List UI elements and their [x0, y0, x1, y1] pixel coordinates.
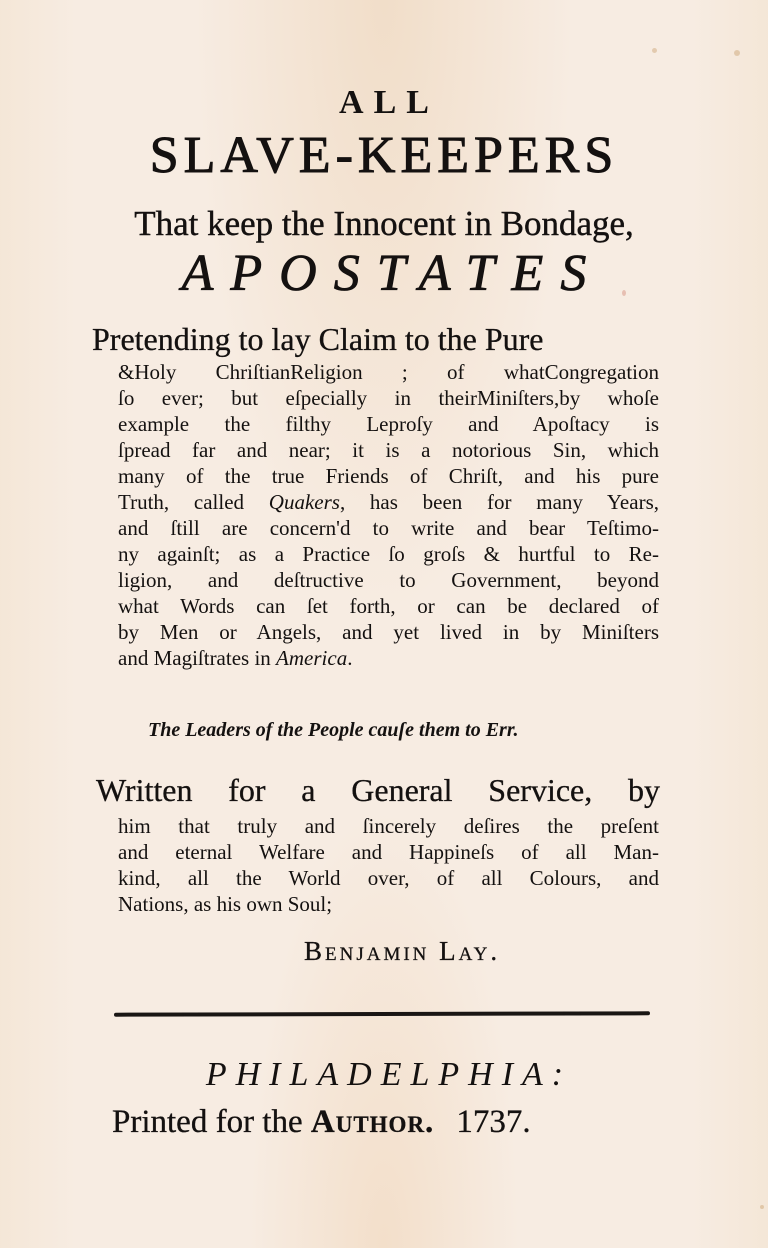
paper-speck: [734, 50, 740, 56]
author-name: Benjamin Lay.: [304, 936, 501, 966]
body-text: .: [347, 646, 353, 670]
quakers-italic: Quakers: [268, 490, 340, 514]
body-text: and Magiſtrates in: [118, 646, 277, 670]
title-apostates: APOSTATES: [181, 245, 604, 302]
imprint-year: 1737.: [456, 1104, 531, 1140]
body-line-america: [118, 648, 659, 669]
body-line: ny againſt; as a Practice ſo groſs & hurtful to Re-: [118, 542, 659, 566]
dedication-line: Nations, as his own Soul;: [118, 892, 333, 916]
body-line: example the filthy Leproſy and Apoſtacy is: [118, 412, 659, 436]
body-text: , has been for many Years,: [339, 490, 659, 514]
title-innocent-in-bondage: That keep the Innocent in Bondage,: [134, 204, 634, 243]
imprint-text: Printed for the: [112, 1104, 311, 1140]
subtitle-lead: Pretending to lay Claim to the Pure: [92, 321, 544, 357]
title-slave-keepers: SLAVE-KEEPERS: [149, 127, 619, 184]
imprint-place: PHILADELPHIA:: [205, 1056, 573, 1093]
body-line-quakers: [118, 492, 659, 513]
america-italic: America: [276, 646, 348, 670]
imprint-printed: [112, 1106, 531, 1139]
body-text: Truth, called: [118, 490, 269, 514]
horizontal-rule: [114, 1011, 650, 1016]
body-line: and ſtill are concern'd to write and bear Teſtimo-: [118, 516, 659, 540]
motto: The Leaders of the People cauſe them to Err.: [148, 719, 519, 741]
body-line: ligion, and deſtructive to Government, beyond: [118, 568, 659, 592]
body-line: ſo ever; but eſpecially in theirMiniſters,by whoſe: [118, 386, 659, 410]
dedication-line: him that truly and ſincerely deſires the preſent: [118, 814, 659, 838]
paper-speck: [760, 1205, 764, 1209]
dedication-line: and eternal Welfare and Happineſs of all Man-: [118, 840, 659, 864]
body-line: ſpread far and near; it is a notorious Sin, which: [118, 438, 659, 462]
body-line: &Holy ChriſtianReligion ; of whatCongregation: [118, 360, 659, 384]
body-line: what Words can ſet forth, or can be declared of: [118, 594, 659, 618]
paper-speck: [652, 48, 657, 53]
dedication-lead: Written for a General Service, by: [96, 772, 660, 808]
dedication-line: kind, all the World over, of all Colours, and: [118, 866, 659, 890]
body-line: many of the true Friends of Chriſt, and his pure: [118, 464, 659, 488]
body-line: by Men or Angels, and yet lived in by Miniſters: [118, 620, 659, 644]
title-line-all: ALL: [339, 84, 439, 121]
imprint-author: Author.: [310, 1104, 435, 1140]
